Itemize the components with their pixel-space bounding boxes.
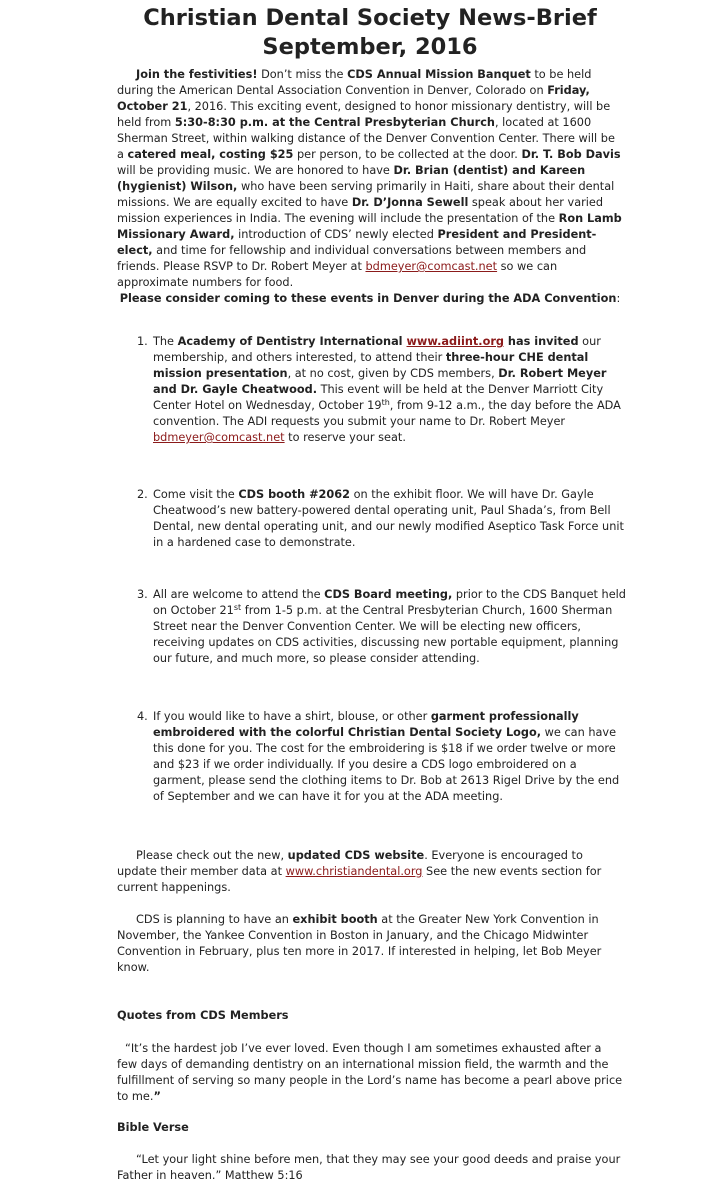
text-run: to be held during the American Dental Association Convention in Denver, Colorado on xyxy=(117,68,592,97)
banquet-cost: catered meal, costing $25 xyxy=(127,148,294,161)
text-run: speak about her varied mission experiences in India. The evening will include the presentation of the xyxy=(117,196,604,225)
list-item-text xyxy=(153,487,627,551)
list-number: 1. xyxy=(137,335,148,348)
text-run: This event will be held at the Denver Marriott City Center Hotel on Wednesday, October 19 xyxy=(153,383,604,412)
text-run: introduction of CDS’ newly elected xyxy=(234,228,438,241)
adi-website-link[interactable]: www.adiint.org xyxy=(406,335,504,348)
text-run: to reserve your seat. xyxy=(284,431,406,444)
speaker-sewell: Dr. D’Jonna Sewell xyxy=(351,196,469,209)
text-run: : xyxy=(616,292,621,305)
text-run: CDS is planning to have an xyxy=(136,913,293,926)
member-quote xyxy=(117,1041,623,1105)
text-run: . Everyone is encouraged to update their member data at xyxy=(117,849,583,878)
quotes-heading: Quotes from CDS Members xyxy=(117,1009,289,1022)
speaker-wilson: Dr. Brian (dentist) and Kareen (hygienist) Wilson, xyxy=(117,164,586,193)
list-number: 3. xyxy=(137,588,148,601)
text-run: Come visit the xyxy=(153,488,239,501)
text-run: from 1-5 p.m. at the Central Presbyterian Church, 1600 Sherman Street near the Denver Convention Center. We will be electing new officers, receiving updates on CDS activities, discussing new portable equipment, planning our future, and much more, so please consider attending. xyxy=(153,604,619,665)
presentation-name: three-hour CHE dental mission presentation xyxy=(153,351,589,380)
text-run: Don’t miss the xyxy=(257,68,348,81)
org-name: Academy of Dentistry International xyxy=(177,335,407,348)
text-run: has invited xyxy=(504,335,579,348)
list-number: 2. xyxy=(137,488,148,501)
list-item xyxy=(137,587,627,673)
website-paragraph xyxy=(117,848,623,896)
exhibit-highlight: exhibit booth xyxy=(292,913,378,926)
list-item-text xyxy=(153,587,627,667)
text-run: , at no cost, given by CDS members, xyxy=(287,367,499,380)
banquet-intro: Join the festivities! xyxy=(136,68,258,81)
ordinal-suffix: st xyxy=(233,603,242,612)
text-run: , 2016. This exciting event, designed to honor missionary dentistry, will be held from xyxy=(117,100,611,129)
title-line-2: September, 2016 xyxy=(262,34,478,60)
board-meeting: CDS Board meeting, xyxy=(324,588,453,601)
banquet-name: CDS Annual Mission Banquet xyxy=(347,68,531,81)
award-name: Ron Lamb Missionary Award, xyxy=(117,212,622,241)
website-highlight: updated CDS website xyxy=(287,849,425,862)
text-run: prior to the CDS Banquet held on October 21 xyxy=(153,588,626,617)
text-run: , located at 1600 Sherman Street, within walking distance of the Denver Convention Center. There will be a xyxy=(117,116,615,161)
presenters: Dr. Robert Meyer and Dr. Gayle Cheatwood. xyxy=(153,367,607,396)
bible-verse-heading: Bible Verse xyxy=(117,1121,189,1134)
cds-website-link[interactable]: www.christiandental.org xyxy=(285,865,423,878)
ordinal-suffix: th xyxy=(381,398,390,407)
text-run: See the new events section for current happenings. xyxy=(117,865,602,894)
booth-number: CDS booth #2062 xyxy=(238,488,350,501)
quote-text: “It’s the hardest job I’ve ever loved. Even though I am sometimes exhausted after a few days of demanding dentistry on an international mission field, the warmth and the fulfillment of serving so many people in the Lord’s name has become a pearl above price to me. xyxy=(117,1042,623,1103)
text-run: , from 9-12 a.m., the day before the ADA convention. The ADI requests you submit your name to Dr. Robert Meyer xyxy=(153,399,621,428)
text-run: on the exhibit floor. We will have Dr. Gayle Cheatwood’s new battery-powered dental operating unit, Paul Shada’s, from Bell Dental, new dental operating unit, and our newly modified Aseptico Task Force unit in a hardened case to demonstrate. xyxy=(153,488,624,549)
text-run: we can have this done for you. The cost for the embroidering is $18 if we order twelve or more and $23 if we order individually. If you desire a CDS logo embroidered on a garment, please send the clothing items to Dr. Bob at 2613 Rigel Drive by the end of September and we can have it for you at the ADA meeting. xyxy=(153,726,620,803)
embroidery-offer: garment professionally embroidered with the colorful Christian Dental Society Logo, xyxy=(153,710,579,739)
banquet-date: Friday, October 21 xyxy=(117,84,590,113)
list-item xyxy=(137,487,627,553)
list-item xyxy=(137,709,627,807)
banquet-time-location: 5:30-8:30 p.m. at the Central Presbyterian Church xyxy=(174,116,495,129)
bible-verse: “Let your light shine before men, that they may see your good deeds and praise your Father in heaven.” Matthew 5:16 xyxy=(117,1153,621,1182)
text-run: Please check out the new, xyxy=(136,849,288,862)
list-item-text xyxy=(153,334,627,446)
rsvp-email-link[interactable]: bdmeyer@comcast.net xyxy=(365,260,498,273)
text-run: The xyxy=(153,335,178,348)
text-run: per person, to be collected at the door. xyxy=(293,148,522,161)
events-heading-text: Please consider coming to these events in Denver during the ADA Convention xyxy=(119,292,617,305)
officers: President and President-elect, xyxy=(117,228,597,257)
list-number: 4. xyxy=(137,710,148,723)
musician-name: Dr. T. Bob Davis xyxy=(521,148,621,161)
title-line-1: Christian Dental Society News-Brief xyxy=(143,5,597,31)
text-run: If you would like to have a shirt, blouse, or other xyxy=(153,710,431,723)
text-run: our membership, and others interested, to attend their xyxy=(153,335,601,364)
text-run: who have been serving primarily in Haiti, share about their dental missions. We are equally excited to have xyxy=(117,180,615,209)
text-run: will be providing music. We are honored to have xyxy=(117,164,394,177)
text-run: All are welcome to attend the xyxy=(153,588,325,601)
text-run: and time for fellowship and individual conversations between members and friends. Please RSVP to Dr. Robert Meyer at xyxy=(117,244,587,273)
list-item-text xyxy=(153,709,627,805)
list-item xyxy=(137,334,627,452)
text-run: so we can approximate numbers for food. xyxy=(117,260,558,289)
registration-email-link[interactable]: bdmeyer@comcast.net xyxy=(153,431,285,444)
events-heading xyxy=(117,291,623,307)
newsletter-title xyxy=(0,4,710,62)
text-run: at the Greater New York Convention in November, the Yankee Convention in Boston in January, and the Chicago Midwinter Convention in February, plus ten more in 2017. If interested in helping, let Bob Meyer know. xyxy=(117,913,602,974)
quote-close: ” xyxy=(153,1090,161,1103)
exhibit-paragraph xyxy=(117,912,623,976)
banquet-paragraph xyxy=(117,67,623,291)
